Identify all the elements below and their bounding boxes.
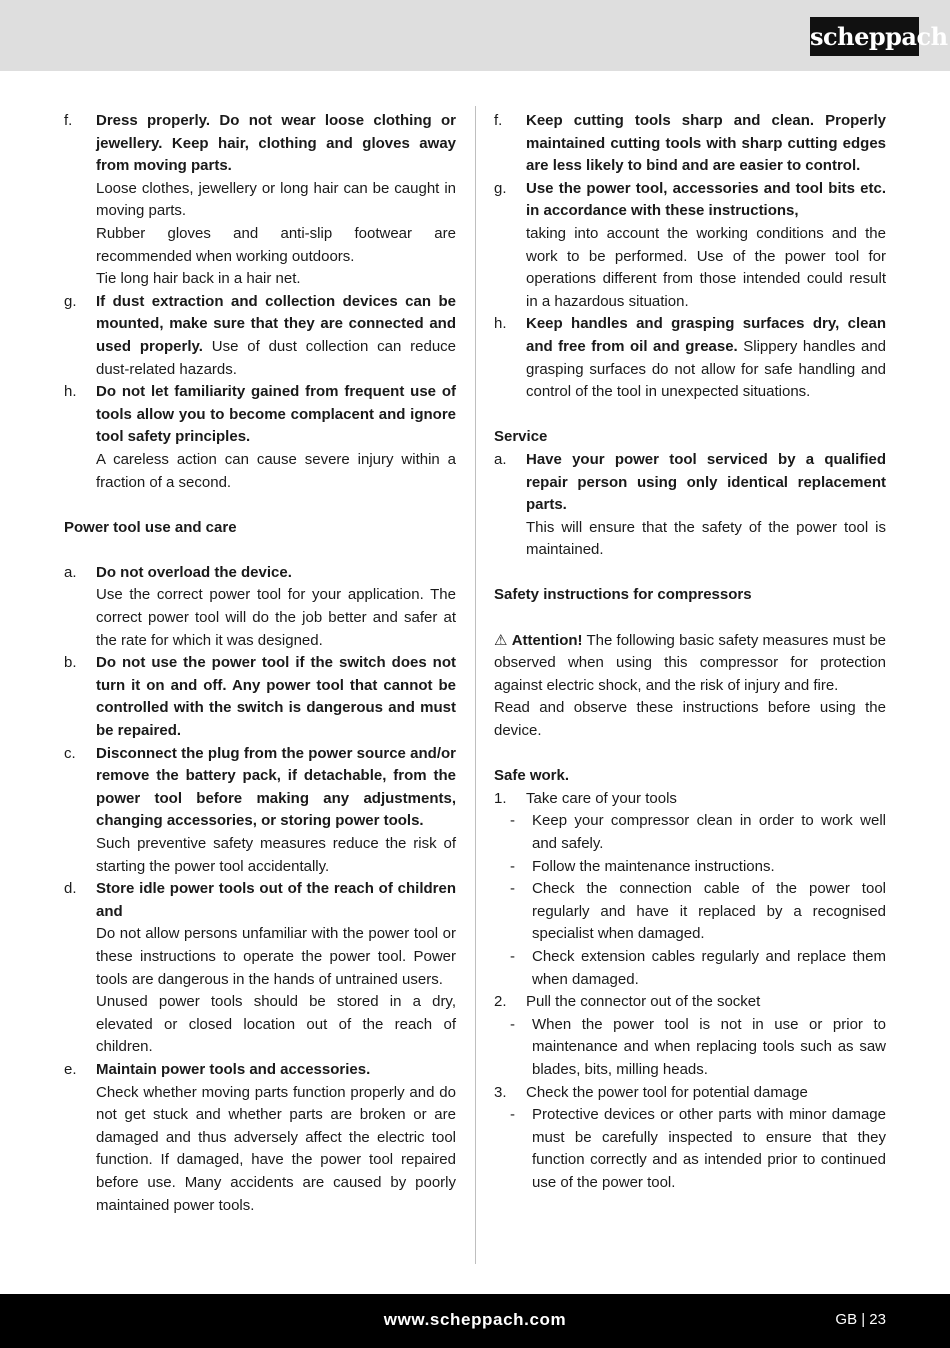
numbered-item: 1. Take care of your tools bbox=[494, 789, 677, 807]
numbered-item: 3. Check the power tool for potential damage bbox=[494, 1083, 808, 1101]
column-divider bbox=[475, 106, 476, 1264]
numbered-item: 2. Pull the connector out of the socket bbox=[494, 993, 761, 1011]
list-item: g. If dust extraction and collection devices can be mounted, make sure that they are connected and used properly. Use of dust collection can reduce dust-related hazards. bbox=[64, 292, 457, 378]
section-heading: Power tool use and care bbox=[64, 518, 237, 536]
list-item: b. Do not use the power tool if the switch does not turn it on and off. Any power tool that cannot be controlled with the switch is dangerous and must be repaired. bbox=[64, 654, 456, 740]
dash-item: - Keep your compressor clean in order to work well and safely. bbox=[510, 812, 886, 852]
section-heading: Safety instructions for compressors bbox=[494, 586, 752, 604]
header-bar bbox=[0, 0, 950, 71]
attention-paragraph: ⚠ Attention! The following basic safety measures must be observed when using this compressor for protection against electric shock, and the risk of injury and fire. bbox=[494, 631, 887, 694]
list-item: f. Dress properly. Do not wear loose clothing or jewellery. Keep hair, clothing and gloves away from moving parts. Loose clothes, jewellery or long hair can be caught in moving parts. Rubber gloves and anti-slip footwear are recommended when working outdoors. Tie long hair back in a hair net. bbox=[64, 112, 456, 288]
section-heading: Safe work. bbox=[494, 767, 570, 785]
dash-item: - Follow the maintenance instructions. bbox=[510, 857, 775, 875]
page-number: GB | 23 bbox=[835, 1311, 886, 1328]
list-item: a. Have your power tool serviced by a qualified repair person using only identical replacement parts. This will ensure that the safety of the power tool is maintained. bbox=[494, 450, 886, 559]
dash-item: - Check the connection cable of the power tool regularly and have it replaced by a recognised specialist when damaged. bbox=[510, 880, 886, 943]
list-item: g. Use the power tool, accessories and tool bits etc. in accordance with these instructions, taking into account the working conditions and the work to be performed. Use of the power tool for operations different from those intended could result in a hazardous situation. bbox=[494, 179, 886, 310]
dash-item: - Check extension cables regularly and replace them when damaged. bbox=[510, 947, 886, 988]
footer-bar bbox=[0, 1294, 950, 1348]
list-item: d. Store idle power tools out of the reach of children and Do not allow persons unfamiliar with the power tool or these instructions to operate the power tool. Power tools are dangerous in the hands of untrained users. Unused power tools should be stored in a dry, elevated or closed location out of the reach of children. bbox=[64, 880, 456, 1056]
list-item: h. Keep handles and grasping surfaces dry, clean and free from oil and grease. Slippery handles and grasping surfaces do not allow for safe handling and control of the tool in unexpected situations. bbox=[494, 315, 887, 401]
list-item: a. Do not overload the device. Use the correct power tool for your application. The correct power tool will do the job better and safer at the rate for which it was designed. bbox=[64, 563, 456, 649]
dash-item: - When the power tool is not in use or prior to maintenance and when replacing tools such as saw blades, bits, milling heads. bbox=[510, 1015, 886, 1078]
right-column bbox=[494, 110, 886, 1195]
section-heading: Service bbox=[494, 428, 548, 446]
list-item: e. Maintain power tools and accessories. Check whether moving parts function properly and do not get stuck and whether parts are broken or are damaged and thus adversely affect the electric tool function. If damaged, have the power tool repaired before use. Many accidents are caused by poorly maintained power tools. bbox=[64, 1060, 456, 1214]
brand-logo: scheppach bbox=[810, 17, 919, 56]
list-item: h. Do not let familiarity gained from frequent use of tools allow you to become complacent and ignore tool safety principles. A careless action can cause severe injury within a fraction of a second. bbox=[64, 383, 456, 491]
left-column bbox=[64, 110, 456, 1217]
warning-icon: ⚠ bbox=[494, 631, 508, 649]
list-item: c. Disconnect the plug from the power source and/or remove the battery pack, if detachable, from the power tool before making any adjustments, changing accessories, or storing power tools. Such preventive safety measures reduce the risk of starting the power tool accidentally. bbox=[64, 744, 456, 875]
dash-item: - Protective devices or other parts with minor damage must be carefully inspected to ensure that they function correctly and as intended prior to continued use of the power tool. bbox=[510, 1106, 886, 1191]
website-link[interactable]: www.scheppach.com bbox=[383, 1310, 567, 1329]
read-paragraph: Read and observe these instructions before using the device. bbox=[494, 699, 886, 740]
list-item: f. Keep cutting tools sharp and clean. Properly maintained cutting tools with sharp cutting edges are less likely to bind and are easier to control. bbox=[494, 112, 886, 175]
